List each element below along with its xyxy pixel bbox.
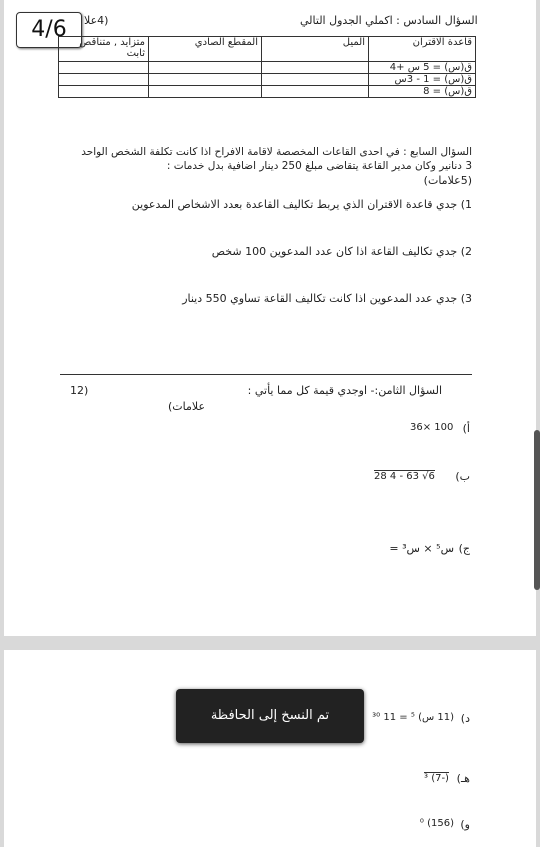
q8-item-f-label: و) [460,818,470,831]
table-cell: ق(س) = 5 س +4 [369,62,476,74]
q8-item-e-expr: ³ (7-) [424,773,449,784]
table-cell [149,86,262,98]
table-cell [262,62,369,74]
table-header-rule: قاعدة الاقتران [369,37,476,62]
q8-item-e-label: هـ) [456,772,470,785]
q7-line2: 3 دنانير وكان مدير القاعة يتقاضى مبلغ 250 دينار اضافية بدل خدمات : [166,160,472,172]
q8-marks-number: 12) [70,384,89,397]
table-header-slope: الميل [262,37,369,62]
table-header-row [59,37,476,62]
table-cell [262,86,369,98]
q8-item-c-expr: س⁵ × س³ = [389,542,454,555]
grade-box: 4/6 [16,12,82,48]
copied-toast: تم النسخ إلى الحافظة [176,689,364,743]
table-cell: ق(س) = 8 [369,86,476,98]
table-cell [149,62,262,74]
q8-item-b-expr: 28 4 - 63 √6 [374,471,435,482]
table-cell: ق(س) = 1 - 3س [369,74,476,86]
q7-marks: (5علامات) [423,174,472,187]
q8-item-a-expr: 36× 100 [410,422,454,433]
divider [60,374,472,375]
q8-item-a-label: أ) [462,422,470,435]
q8-item-d-label: د) [460,712,470,725]
q8-item-c-label: ج) [458,542,470,555]
table-header-intercept: المقطع الصادي [149,37,262,62]
table-header-behavior: متزايد , متناقص ثابت [59,37,149,62]
scrollbar[interactable] [534,430,540,590]
q6-table [58,36,476,98]
q8-marks-word: علامات) [168,400,206,413]
q8-item-b-label: ب) [455,470,470,483]
q7-item-2: 2) جدي تكاليف القاعة اذا كان عدد المدعوين 100 شخص [211,245,472,258]
q8-item-d-expr: (11 س) ⁵ = 11 ³⁰ [372,712,454,723]
worksheet-page-2 [4,650,536,847]
table-cell [149,74,262,86]
table-row [59,86,476,98]
table-cell [59,74,149,86]
table-row [59,62,476,74]
q7-item-1: 1) جدي قاعدة الاقتران الذي يربط تكاليف القاعدة بعدد الاشخاص المدعوين [131,198,472,211]
table-row [59,74,476,86]
q6-title: السؤال السادس : اكملي الجدول التالي [300,14,478,27]
table-cell [262,74,369,86]
q8-title: السؤال الثامن:- اوجدي قيمة كل مما يأتي : [247,384,442,397]
table-cell [59,62,149,74]
table-cell [59,86,149,98]
q6-marks: (4علا [84,14,109,27]
q7-item-3: 3) جدي عدد المدعوين اذا كانت تكاليف القاعة تساوي 550 دينار [182,292,472,305]
q8-item-f-expr: (156) ⁰ [419,818,454,829]
q7-line1: السؤال السابع : في احدى القاعات المخصصة لاقامة الافراح اذا كانت تكلفة الشخص الواحد [81,146,472,158]
